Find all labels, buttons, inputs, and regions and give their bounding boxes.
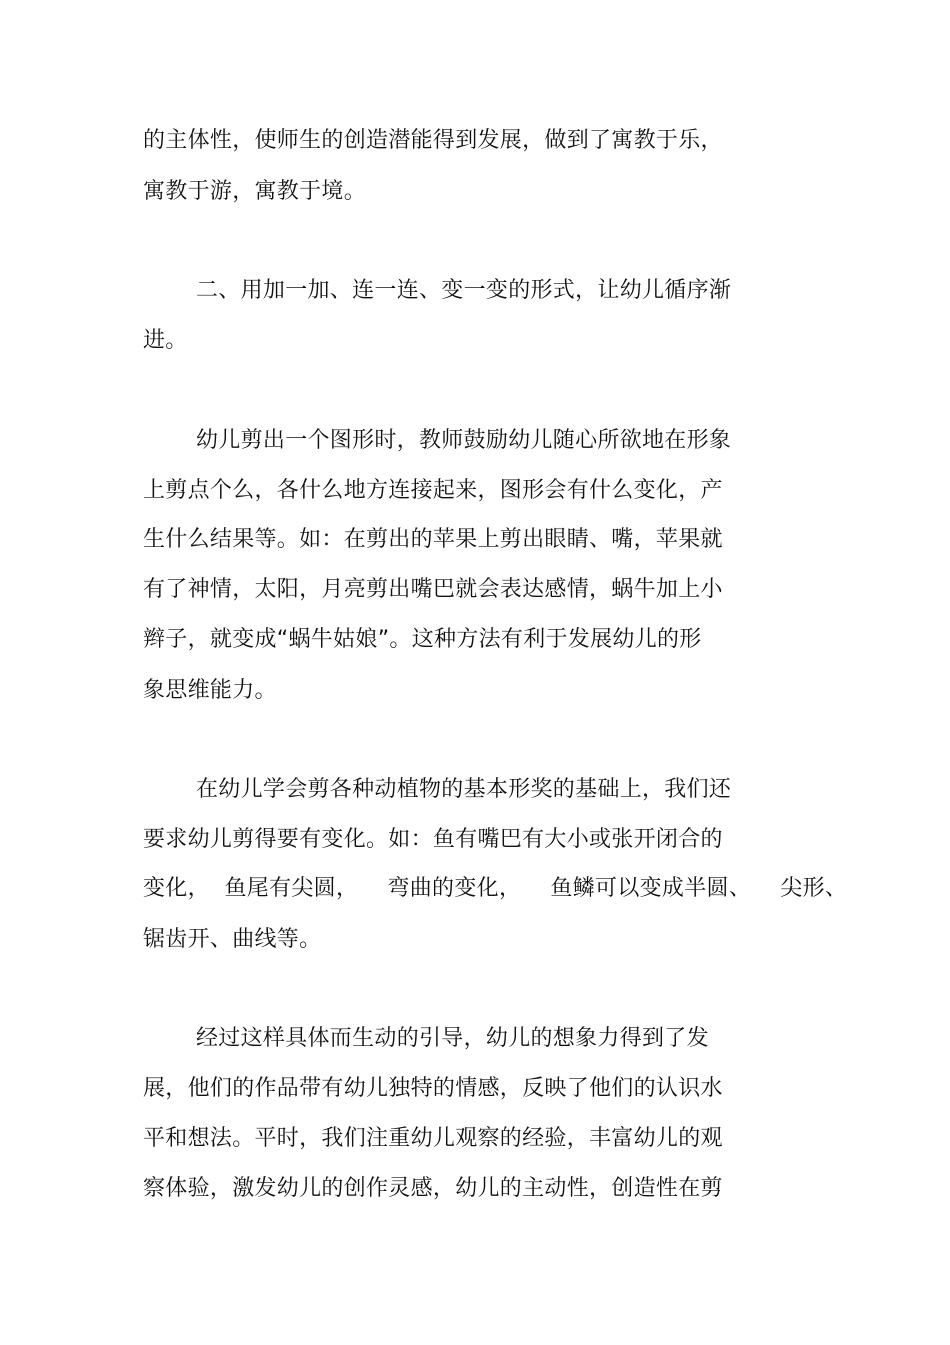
text-line: 平和想法。平时，我们注重幼儿观察的经验，丰富幼儿的观 xyxy=(143,1126,723,1151)
text-line: 生什么结果等。如：在剪出的苹果上剪出眼睛、嘴，苹果就 xyxy=(143,527,723,552)
text-line: 在幼儿学会剪各种动植物的基本形奖的基础上，我们还 xyxy=(196,777,732,802)
text-line: 象思维能力。 xyxy=(143,678,277,703)
text-line: 要求幼儿剪得要有变化。如：鱼有嘴巴有大小或张开闭合的 xyxy=(143,827,723,852)
text-line: 上剪点个么，各什么地方连接起来，图形会有什么变化，产 xyxy=(143,478,723,503)
text-line: 有了神情，太阳，月亮剪出嘴巴就会表达感情，蜗牛加上小 xyxy=(143,577,723,602)
text-line: 幼儿剪出一个图形时，教师鼓励幼儿随心所欲地在形象 xyxy=(196,428,732,453)
text-line: 经过这样具体而生动的引导，幼儿的想象力得到了发 xyxy=(196,1026,709,1051)
text-line: 察体验，激发幼儿的创作灵感，幼儿的主动性，创造性在剪 xyxy=(143,1176,723,1201)
text-line: 的主体性，使师生的创造潜能得到发展，做到了寓教于乐， xyxy=(143,128,723,153)
text-line: 锯齿开、曲线等。 xyxy=(143,927,322,952)
text-line: 变化， 鱼尾有尖圆， 弯曲的变化， 鱼鳞可以变成半圆、 尖形、 xyxy=(143,876,848,901)
text-line: 进。 xyxy=(143,328,188,353)
text-line: 寓教于游，寓教于境。 xyxy=(143,179,367,204)
text-line: 展，他们的作品带有幼儿独特的情感，反映了他们的认识水 xyxy=(143,1076,723,1101)
text-line: 二、用加一加、连一连、变一变的形式，让幼儿循序渐 xyxy=(196,278,732,303)
text-line: 辫子，就变成“蜗牛姑娘”。这种方法有利于发展幼儿的形 xyxy=(143,627,702,652)
